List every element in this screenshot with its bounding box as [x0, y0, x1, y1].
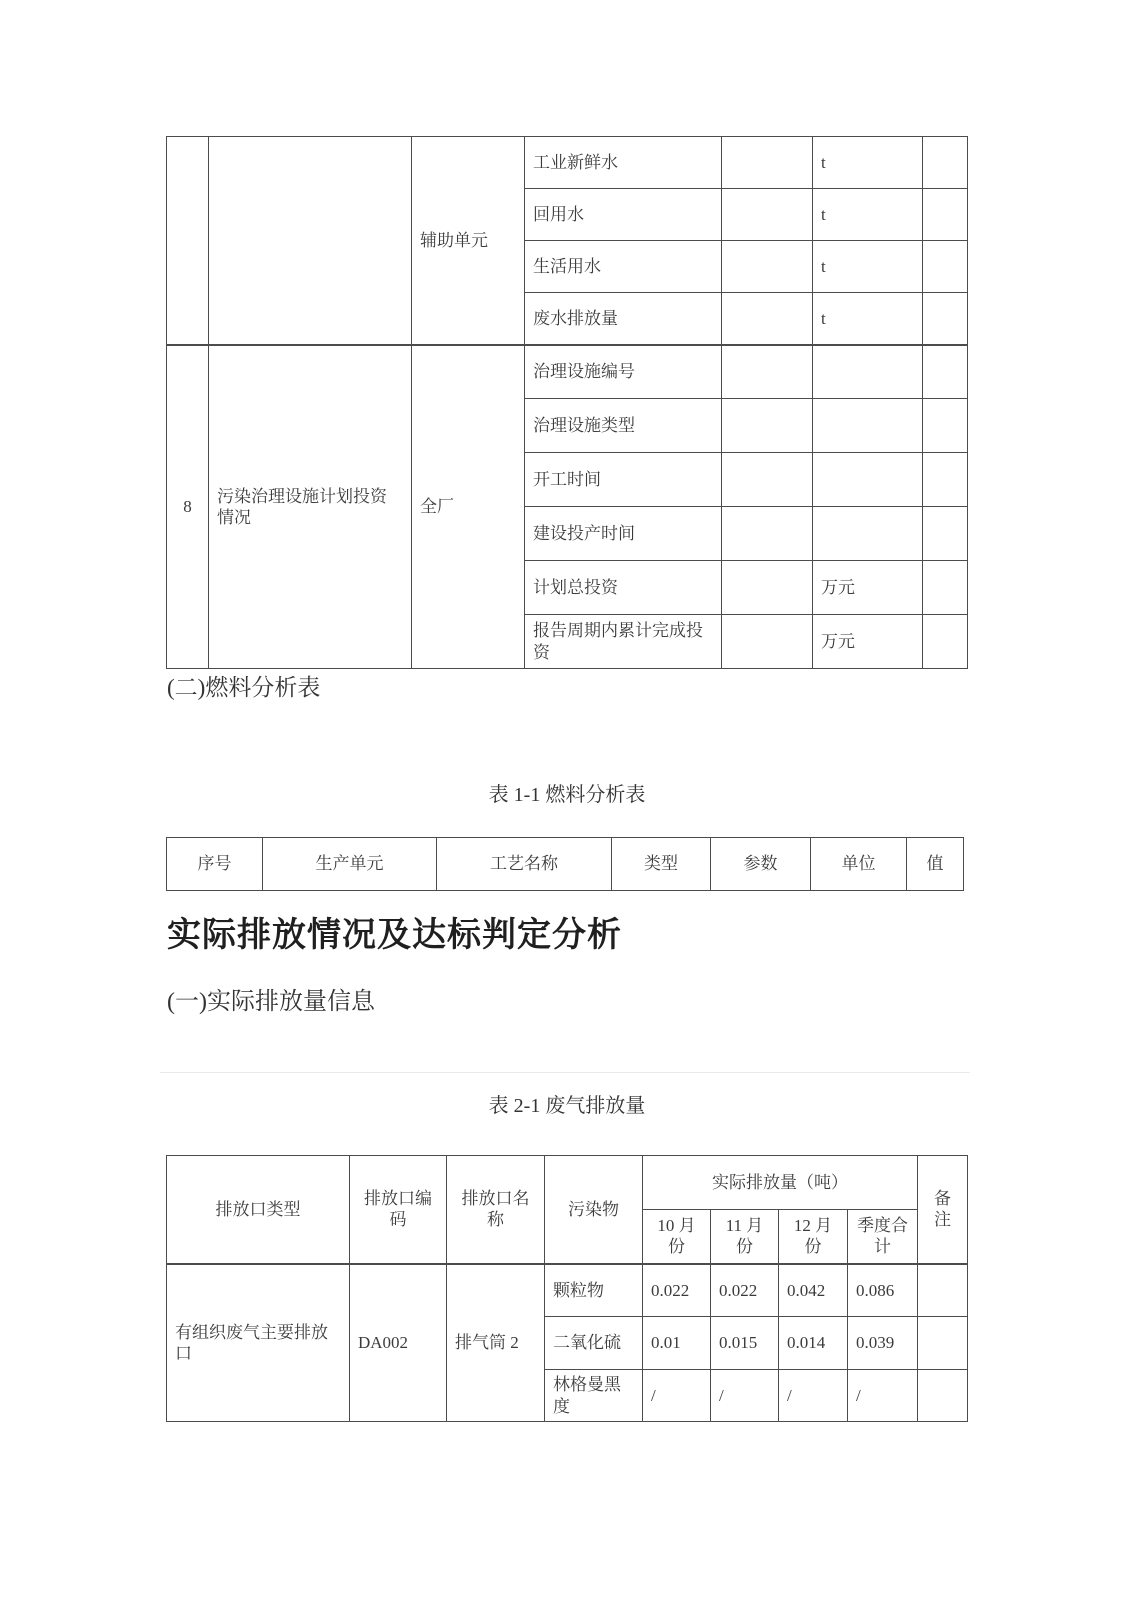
value-cell: [722, 615, 813, 669]
quarter-total-cell: 0.039: [848, 1317, 918, 1370]
emission-table-title: 表 2-1 废气排放量: [488, 1095, 646, 1117]
item-name-cell: 污染治理设施计划投资情况: [209, 345, 412, 669]
fuel-analysis-table: [166, 837, 964, 891]
col-header-quarter-total: 季度合计: [848, 1210, 918, 1264]
unit-cell: [813, 453, 923, 507]
waste-gas-emission-table: [166, 1155, 968, 1422]
col-header-process-name: 工艺名称: [437, 838, 612, 891]
outlet-name-cell: 排气筒 2: [447, 1264, 545, 1422]
col-header-pollutant: 污染物: [545, 1156, 643, 1264]
col-header-parameter: 参数: [711, 838, 811, 891]
value-cell: [722, 453, 813, 507]
col-header-seq: 序号: [167, 838, 263, 891]
col-header-actual-emission: 实际排放量（吨）: [643, 1156, 918, 1210]
param-cell: 报告周期内累计完成投资: [525, 615, 722, 669]
remark-cell: [923, 293, 968, 345]
col-header-outlet-code: 排放口编码: [350, 1156, 447, 1264]
param-cell: 治理设施类型: [525, 399, 722, 453]
remark-cell: [923, 453, 968, 507]
param-cell: 生活用水: [525, 241, 722, 293]
november-value-cell: 0.015: [711, 1317, 779, 1370]
remark-cell: [918, 1264, 968, 1317]
col-header-december: 12 月份: [779, 1210, 848, 1264]
value-cell: [722, 561, 813, 615]
quarter-total-cell: 0.086: [848, 1264, 918, 1317]
param-cell: 废水排放量: [525, 293, 722, 345]
december-value-cell: 0.014: [779, 1317, 848, 1370]
unit-cell: [813, 345, 923, 399]
remark-cell: [923, 507, 968, 561]
november-value-cell: 0.022: [711, 1264, 779, 1317]
item-name-cell: [209, 137, 412, 345]
remark-cell: [923, 345, 968, 399]
unit-cell: 万元: [813, 615, 923, 669]
october-value-cell: /: [643, 1370, 711, 1422]
scope-cell: 全厂: [412, 345, 525, 669]
fuel-section-heading: (二)燃料分析表: [167, 675, 321, 700]
october-value-cell: 0.022: [643, 1264, 711, 1317]
october-value-cell: 0.01: [643, 1317, 711, 1370]
param-cell: 建设投产时间: [525, 507, 722, 561]
unit-cell: t: [813, 189, 923, 241]
param-cell: 开工时间: [525, 453, 722, 507]
section-divider-line: [160, 1072, 970, 1073]
investment-continuation-table: [166, 136, 968, 669]
pollutant-cell: 颗粒物: [545, 1264, 643, 1317]
value-cell: [722, 241, 813, 293]
fuel-table-title: 表 1-1 燃料分析表: [488, 784, 646, 806]
december-value-cell: 0.042: [779, 1264, 848, 1317]
remark-cell: [923, 241, 968, 293]
seq-cell: [167, 137, 209, 345]
col-header-remark: 备注: [918, 1156, 968, 1264]
col-header-outlet-name: 排放口名称: [447, 1156, 545, 1264]
param-cell: 工业新鲜水: [525, 137, 722, 189]
emission-section-heading: (一)实际排放量信息: [167, 989, 375, 1015]
param-cell: 治理设施编号: [525, 345, 722, 399]
remark-cell: [923, 137, 968, 189]
col-header-october: 10 月份: [643, 1210, 711, 1264]
remark-cell: [923, 561, 968, 615]
quarter-total-cell: /: [848, 1370, 918, 1422]
unit-cell: t: [813, 241, 923, 293]
value-cell: [722, 507, 813, 561]
pollutant-cell: 二氧化硫: [545, 1317, 643, 1370]
remark-cell: [918, 1317, 968, 1370]
unit-cell: [813, 399, 923, 453]
unit-cell: t: [813, 137, 923, 189]
scope-cell: 辅助单元: [412, 137, 525, 345]
november-value-cell: /: [711, 1370, 779, 1422]
seq-cell: 8: [167, 345, 209, 669]
outlet-type-cell: 有组织废气主要排放口: [167, 1264, 350, 1422]
outlet-code-cell: DA002: [350, 1264, 447, 1422]
main-heading: 实际排放情况及达标判定分析: [167, 917, 622, 954]
param-cell: 回用水: [525, 189, 722, 241]
col-header-type: 类型: [612, 838, 711, 891]
unit-cell: 万元: [813, 561, 923, 615]
remark-cell: [918, 1370, 968, 1422]
unit-cell: [813, 507, 923, 561]
param-cell: 计划总投资: [525, 561, 722, 615]
remark-cell: [923, 399, 968, 453]
col-header-value: 值: [907, 838, 964, 891]
remark-cell: [923, 189, 968, 241]
col-header-november: 11 月份: [711, 1210, 779, 1264]
remark-cell: [923, 615, 968, 669]
col-header-unit: 单位: [811, 838, 907, 891]
col-header-outlet-type: 排放口类型: [167, 1156, 350, 1264]
value-cell: [722, 137, 813, 189]
value-cell: [722, 345, 813, 399]
unit-cell: t: [813, 293, 923, 345]
col-header-production-unit: 生产单元: [263, 838, 437, 891]
value-cell: [722, 399, 813, 453]
pollutant-cell: 林格曼黑度: [545, 1370, 643, 1422]
december-value-cell: /: [779, 1370, 848, 1422]
value-cell: [722, 293, 813, 345]
value-cell: [722, 189, 813, 241]
